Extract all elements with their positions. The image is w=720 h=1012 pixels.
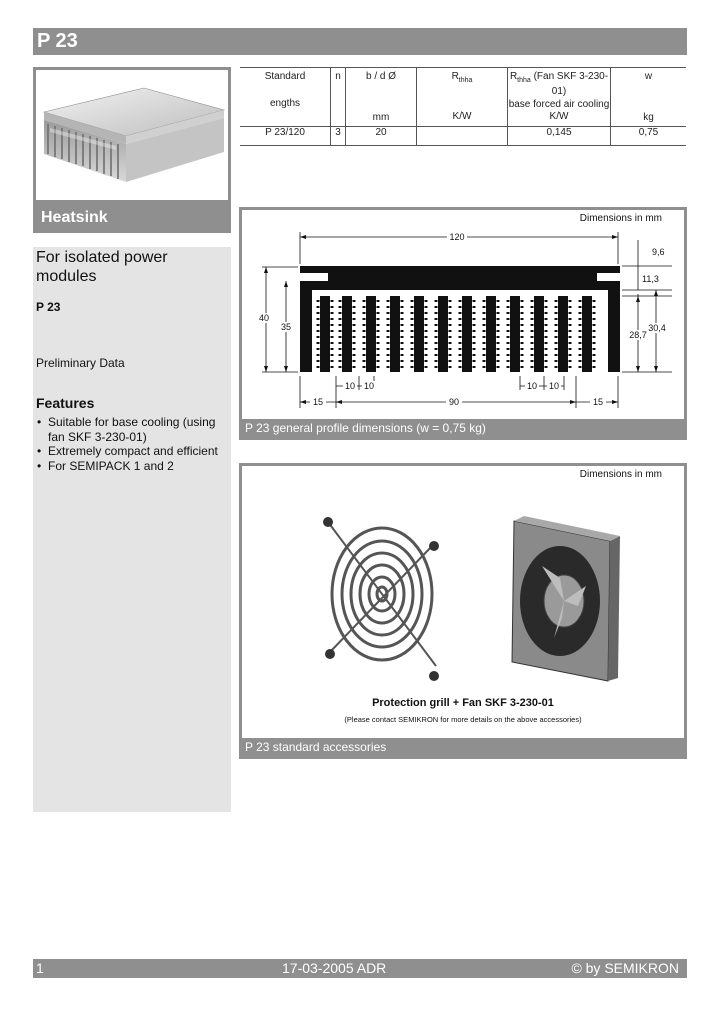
dim-edge-left: 15: [312, 397, 324, 407]
feature-item: • Suitable for base cooling (using fan SKF 3-230-01): [36, 415, 230, 444]
accessories-drawing: [242, 466, 684, 686]
fan-image: [512, 516, 620, 681]
page-title: P 23: [37, 30, 78, 52]
dim-height-inner: 35: [280, 322, 292, 332]
col-n-header: [331, 68, 346, 127]
dim-pitch: 10: [344, 381, 356, 391]
cell-standard: P 23/120: [240, 127, 331, 146]
heatsink-illustration: [36, 70, 228, 200]
header-lengths: engths: [269, 98, 301, 109]
cell-rthha-fan: 0,145: [508, 127, 611, 146]
photo-caption: Heatsink: [41, 209, 108, 226]
header-standard: Standard: [264, 71, 306, 82]
header-rthha-fan: $R_{thha}$ (Fan SKF 3-230-01): [509, 71, 609, 97]
product-code: P 23: [36, 300, 61, 314]
header-rthha-fan-note: base forced air cooling: [508, 99, 610, 110]
cell-rthha: [417, 127, 508, 146]
dim-pitch: 10: [548, 381, 560, 391]
col-standard-header: [240, 68, 331, 127]
footer-bar: [33, 959, 687, 978]
footer-date: 17-03-2005 ADR: [282, 960, 387, 976]
accessories-subnote: (Please contact SEMIKRON for more details on the above accessories): [344, 715, 582, 724]
product-photo-frame: [33, 67, 231, 233]
dim-slot: 11,3: [642, 274, 659, 284]
spec-table: [240, 67, 686, 146]
protection-grill-image: [328, 522, 436, 666]
cell-w: 0,75: [611, 127, 687, 146]
col-rthha-fan-header: [508, 68, 611, 127]
product-subtitle: For isolated power modules: [36, 249, 168, 285]
features-heading: Features: [36, 395, 95, 411]
header-b: b / d Ø: [365, 71, 396, 82]
footer-copyright: © by SEMIKRON: [571, 960, 679, 976]
profile-caption: P 23 general profile dimensions (w = 0,75 kg): [242, 419, 684, 437]
table-row: [240, 127, 686, 146]
dim-center: 90: [448, 397, 460, 407]
accessories-caption: P 23 standard accessories: [242, 738, 684, 756]
heatsink-photo: [36, 70, 228, 200]
cell-b: 20: [346, 127, 417, 146]
accessories-title: Protection grill + Fan SKF 3-230-01: [372, 697, 554, 709]
header-rthha-unit: K/W: [452, 111, 472, 122]
header-rthha: $R_{thha}$: [451, 71, 473, 84]
feature-item: • For SEMIPACK 1 and 2: [36, 459, 230, 474]
dimensions-note: Dimensions in mm: [579, 469, 662, 480]
col-w-header: [611, 68, 687, 127]
dimensions-note: Dimensions in mm: [579, 213, 662, 224]
dim-fin-height: 28,7: [629, 330, 647, 340]
accessories-figure: [239, 463, 687, 759]
dim-pitch: 10: [526, 381, 538, 391]
cell-n: 3: [331, 127, 346, 146]
table-header-row: [240, 68, 686, 127]
col-b-header: [346, 68, 417, 127]
data-status: Preliminary Data: [36, 356, 125, 370]
header-b-unit: mm: [372, 112, 390, 123]
header-w-unit: kg: [643, 112, 654, 123]
dim-top-gap: 9,6: [652, 247, 665, 257]
header-n: n: [335, 71, 341, 82]
profile-drawing: [242, 210, 684, 419]
col-rthha-header: [417, 68, 508, 127]
profile-figure: [239, 207, 687, 440]
header-w: w: [644, 71, 653, 82]
dim-pitch: 10: [363, 381, 375, 391]
dim-width: 120: [449, 232, 465, 242]
header-rthha-fan-unit: K/W: [549, 111, 569, 122]
features-list: [36, 415, 230, 473]
title-bar: [33, 28, 687, 55]
feature-item: • Extremely compact and efficient: [36, 444, 230, 459]
page-number: 1: [36, 960, 44, 976]
dim-right-height: 30,4: [648, 323, 666, 333]
dim-edge-right: 15: [592, 397, 604, 407]
description-panel: [33, 247, 231, 812]
dim-height-total: 40: [258, 313, 270, 323]
